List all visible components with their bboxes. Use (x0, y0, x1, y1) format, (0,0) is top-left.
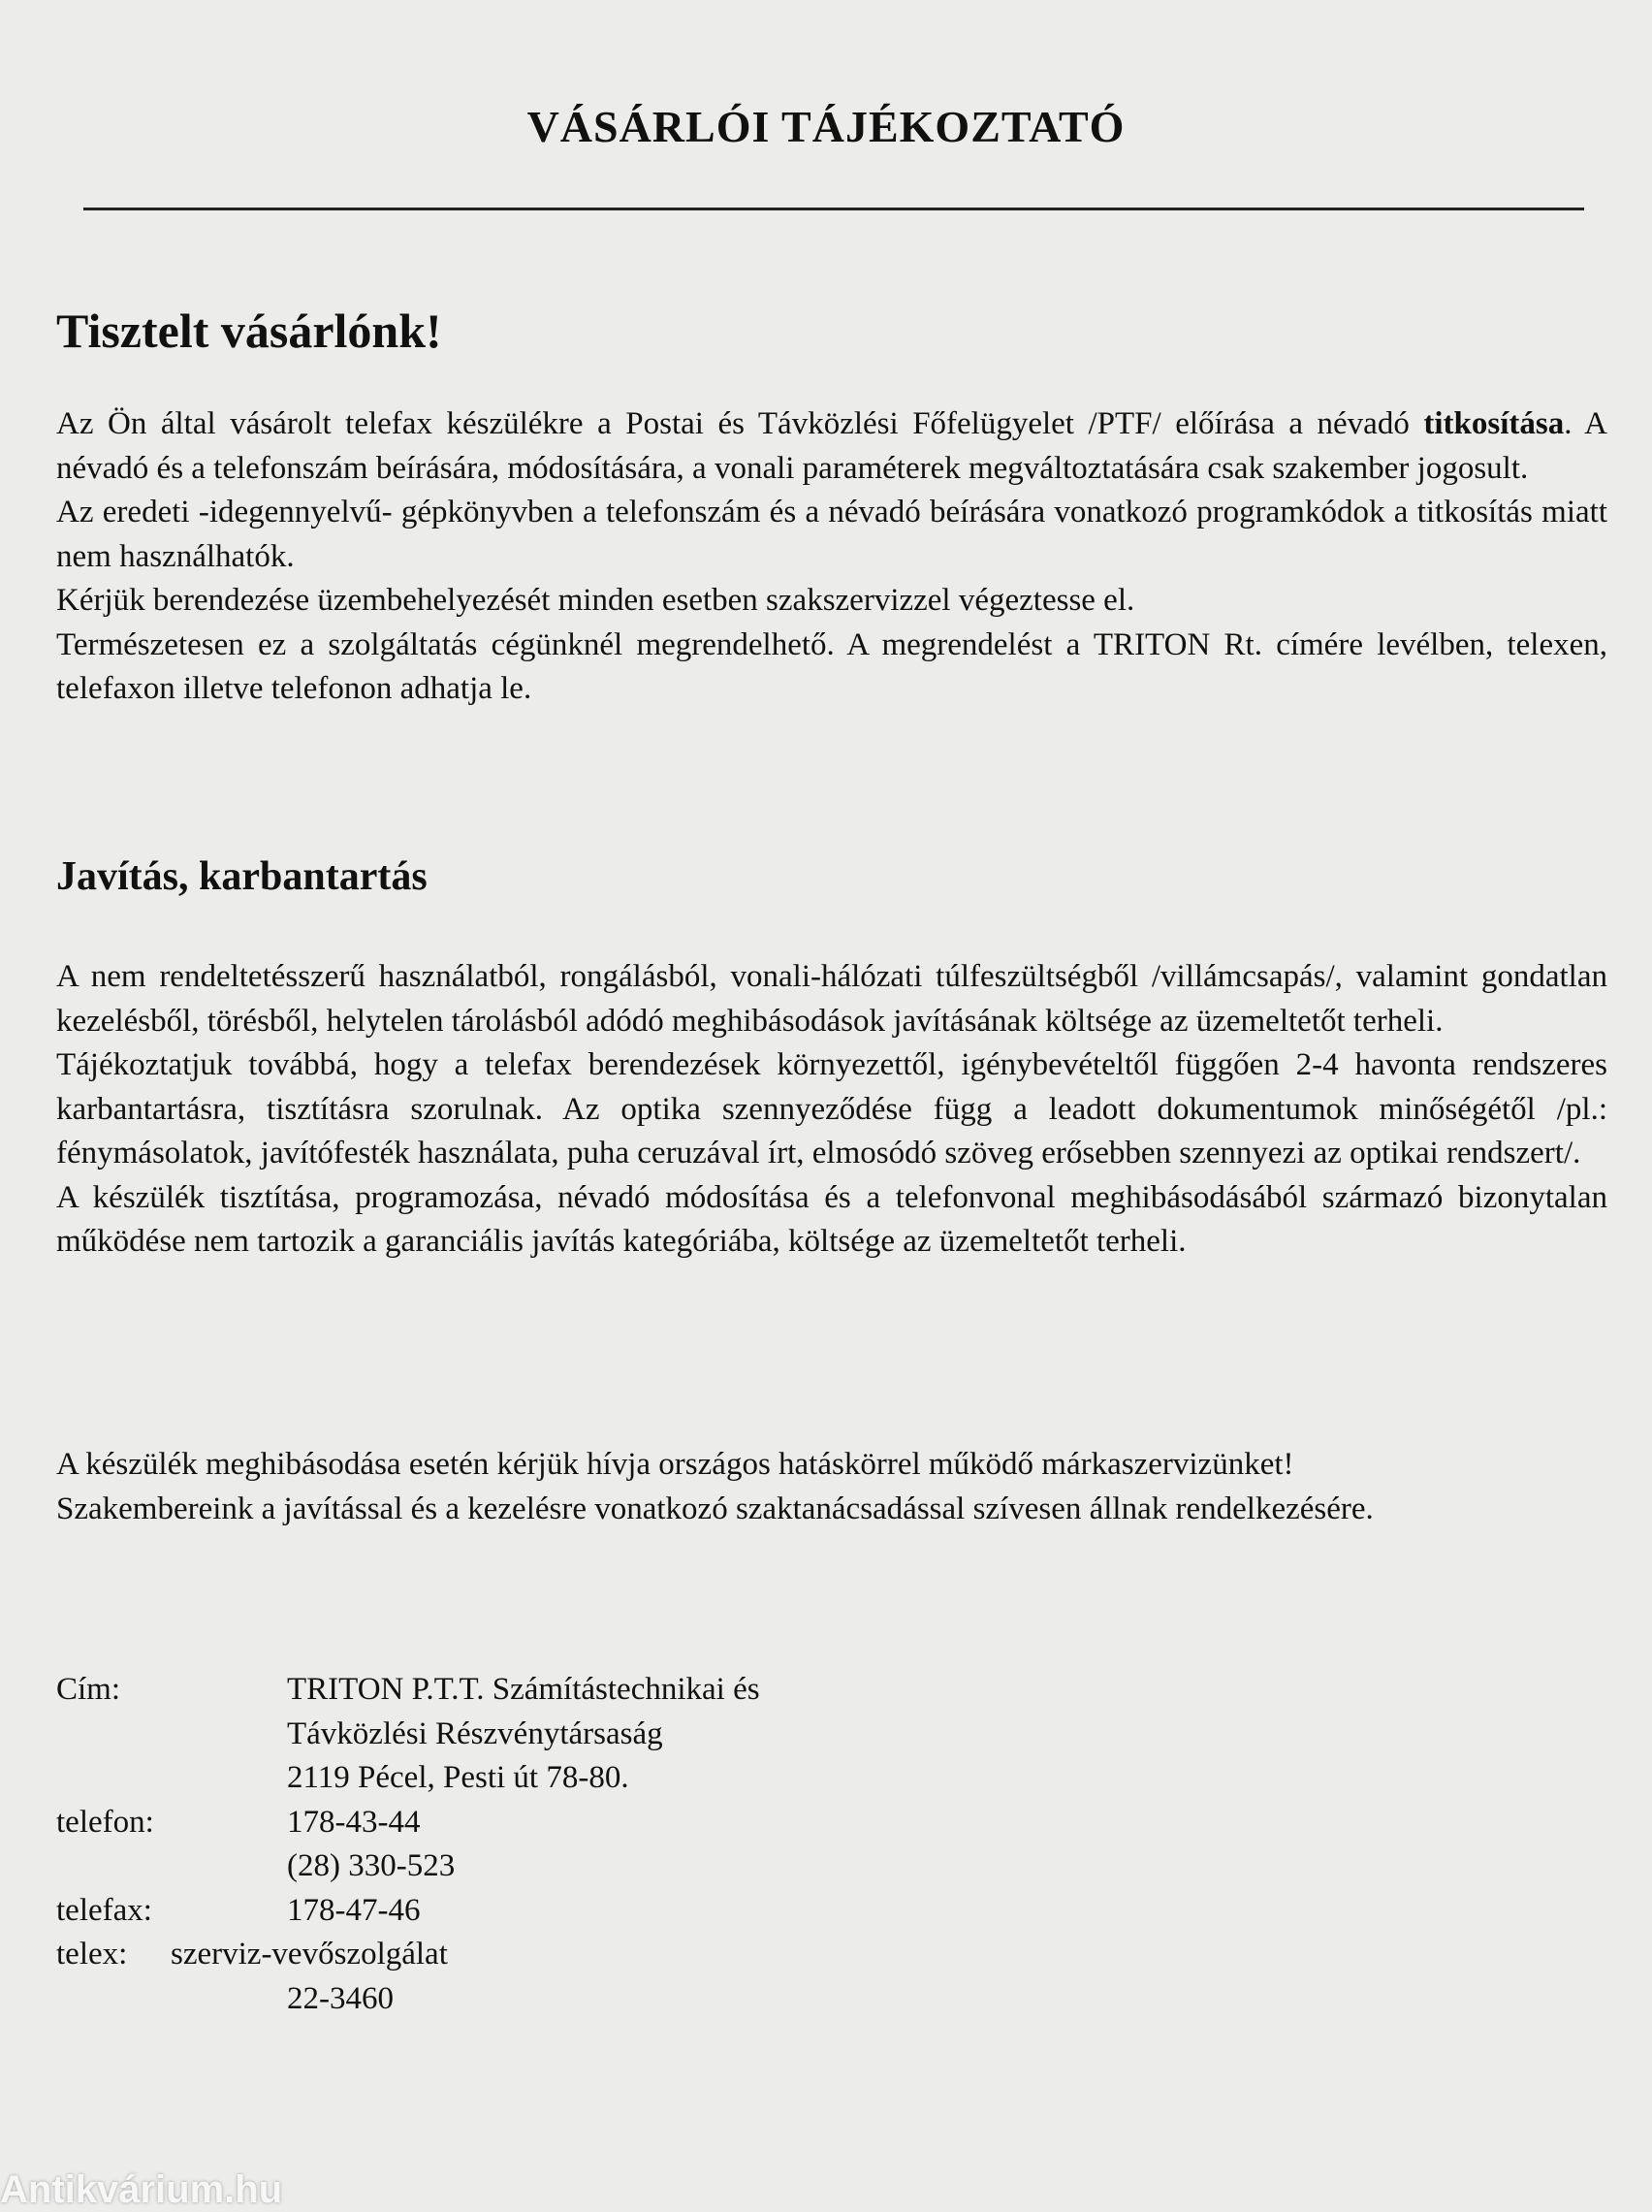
service-paragraph-2: Szakembereink a javítással és a kezelésre vonatkozó szaktanácsadással szívesen állnak rendelkezésére. (56, 1491, 1374, 1526)
repair-section (56, 955, 1607, 1265)
service-paragraph-1: A készülék meghibásodása esetén kérjük hívja országos hatáskörrel működő márkaszervizünket! (56, 1447, 1294, 1482)
intro-paragraph-1 (56, 402, 1607, 491)
contact-row-fax (56, 1889, 1026, 1934)
document-title: VÁSÁRLÓI TÁJÉKOZTATÓ (526, 102, 1126, 151)
fax-label: telefax: (56, 1892, 152, 1928)
address-label: Cím: (56, 1672, 121, 1707)
repair-heading: Javítás, karbantartás (56, 854, 428, 899)
intro-paragraph-2: Az eredeti -idegennyelvű- gépkönyvben a telefonszám és a névadó beírására vonatkozó programkódok a titkosítás miatt nem használhatók. (56, 495, 1607, 574)
intro-paragraph-3: Kérjük berendezése üzembehelyezését minden esetben szakszervizzel végeztesse el. (56, 583, 1135, 618)
fax-number: 178-47-46 (287, 1892, 421, 1928)
intro-p1-start: Az Ön által vásárolt telefax készülékre a Postai és Távközlési Főfelügyelet /PTF/ előírása a névadó (56, 406, 1424, 441)
title-divider (83, 208, 1584, 210)
watermark: Antikvárium.hu (0, 2168, 283, 2211)
phone-number-2: (28) 330-523 (287, 1848, 456, 1883)
contact-row-address (56, 1668, 1026, 1713)
contact-row-address-3 (56, 1756, 1026, 1801)
repair-paragraph-1: A nem rendeltetésszerű használatból, rongálásból, vonali-hálózati túlfeszültségből /villámcsapás/, valamint gondatlan kezelésből, törésből, helytelen tárolásból adódó meghibásodások javításának költsége az üzemeltetőt terheli. (56, 959, 1607, 1039)
intro-paragraph-4: Természetesen ez a szolgáltatás cégünknél megrendelhető. A megrendelést a TRITON Rt. címére levélben, telexen, telefaxon illetve telefonon adhatja le. (56, 626, 1607, 706)
address-line-2: Távközlési Részvénytársaság (287, 1715, 663, 1751)
phone-label: telefon: (56, 1804, 154, 1840)
contact-row-telex (56, 1933, 1026, 1977)
telex-line-2: 22-3460 (287, 1980, 394, 2016)
repair-paragraph-3: A készülék tisztítása, programozása, névadó módosítása és a telefonvonal meghibásodásából származó bizonytalan működése nem tartozik a garanciális javítás kategóriába, költsége az üzemeltetőt terheli. (56, 1179, 1607, 1259)
contact-block (56, 1668, 1026, 2021)
greeting-heading: Tisztelt vásárlónk! (56, 304, 442, 358)
intro-p1-bold: titkosítása (1423, 406, 1565, 441)
service-section (56, 1443, 1607, 1531)
contact-row-address-2 (56, 1713, 1026, 1757)
contact-row-telex-2 (56, 1977, 1026, 2022)
intro-p1-end: . A névadó és a telefonszám beírására, módosítására, a vonali paraméterek megváltoztatására csak szakember jogosult. (56, 406, 1607, 486)
address-line-3: 2119 Pécel, Pesti út 78-80. (287, 1760, 629, 1795)
contact-row-phone-2 (56, 1844, 1026, 1889)
telex-line-1: szerviz-vevőszolgálat (171, 1937, 448, 1972)
phone-number-1: 178-43-44 (287, 1804, 421, 1840)
address-line-1: TRITON P.T.T. Számítástechnikai és (287, 1672, 760, 1707)
intro-section (56, 402, 1607, 712)
telex-label: telex: (56, 1937, 128, 1972)
contact-row-phone (56, 1801, 1026, 1845)
repair-paragraph-2: Tájékoztatjuk továbbá, hogy a telefax berendezések környezettől, igénybevételtől függően 2-4 havonta rendszeres karbantartásra, tisztításra szorulnak. Az optika szennyeződése függ a leadott dokumentumok minőségétől /pl.: fénymásolatok, javítófesték használata, puha ceruzával írt, elmosódó szöveg erősebben szennyezi az optikai rendszert/. (56, 1047, 1607, 1170)
